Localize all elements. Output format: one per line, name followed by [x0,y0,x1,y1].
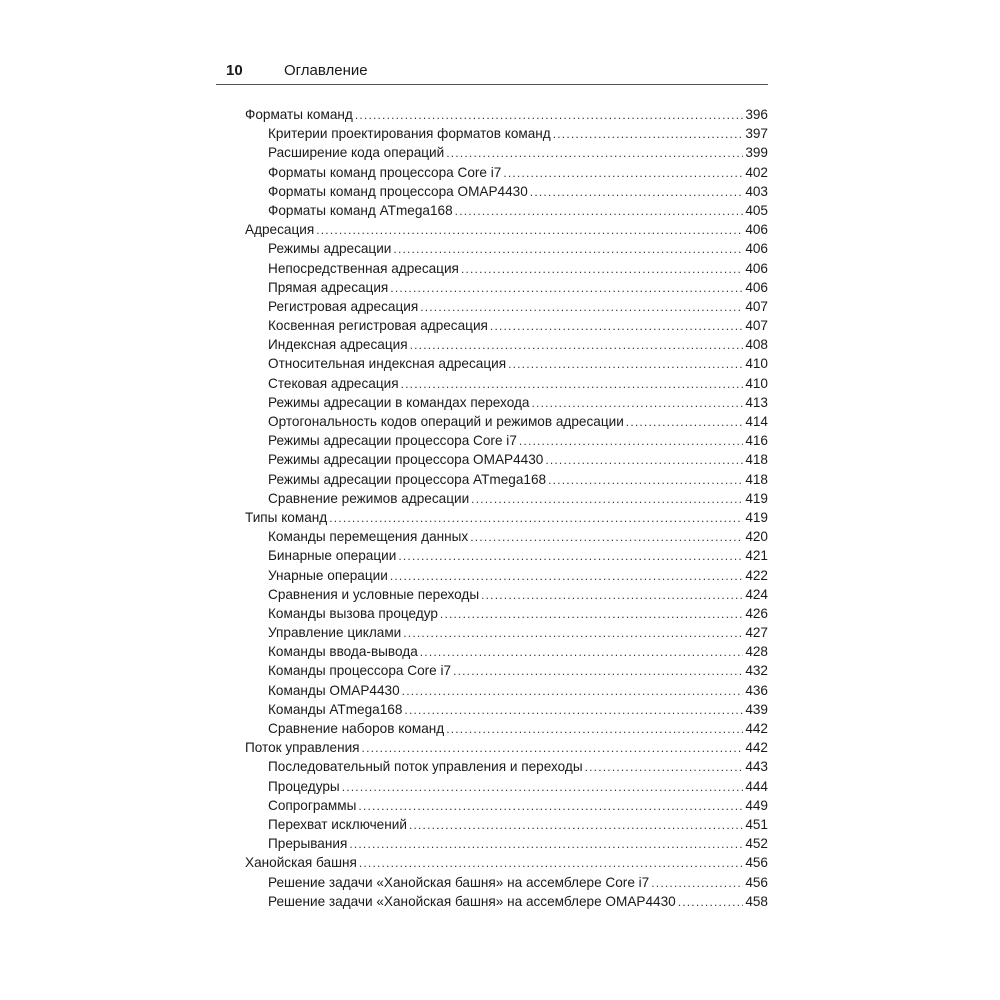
dot-leader [440,605,743,623]
toc-entry-title: Команды перемещения данных [268,529,469,545]
toc-subsection [245,450,768,469]
dot-leader [446,144,743,162]
dot-leader [420,298,743,316]
toc-entry-page: 419 [745,490,768,506]
toc-entry-page: 458 [745,893,768,909]
toc-subsection [245,374,768,393]
toc-subsection [245,642,768,661]
toc-section [245,508,768,527]
table-of-contents [245,105,768,911]
toc-subsection [245,796,768,815]
toc-subsection [245,201,768,220]
toc-entry-page: 408 [745,337,768,353]
toc-entry-page: 418 [745,471,768,487]
toc-entry-page: 427 [745,625,768,641]
dot-leader [461,260,743,278]
dot-leader [553,125,744,143]
toc-entry-title: Сравнения и условные переходы [268,586,480,602]
toc-entry-page: 413 [745,394,768,410]
toc-entry-title: Перехват исключений [268,816,407,832]
dot-leader [316,221,743,239]
toc-entry-title: Критерии проектирования форматов команд [268,126,551,142]
toc-subsection [245,431,768,450]
toc-subsection [245,182,768,201]
toc-entry-page: 399 [745,145,768,161]
dot-leader [390,279,743,297]
toc-entry-title: Адресация [245,222,315,238]
dot-leader [359,854,743,872]
toc-entry-page: 422 [745,567,768,583]
toc-entry-title: Прямая адресация [268,279,389,295]
toc-section [245,853,768,872]
toc-entry-title: Бинарные операции [268,548,397,564]
toc-entry-page: 403 [745,183,768,199]
dot-leader [508,355,743,373]
dot-leader [358,797,743,815]
toc-entry-title: Режимы адресации процессора ATmega168 [268,471,547,487]
dot-leader [626,413,744,431]
toc-entry-title: Ханойская башня [245,855,357,871]
toc-subsection [245,335,768,354]
toc-entry-page: 443 [745,759,768,775]
dot-leader [342,778,744,796]
dot-leader [503,164,743,182]
toc-entry-page: 432 [745,663,768,679]
toc-entry-page: 456 [745,855,768,871]
toc-entry-title: Решение задачи «Ханойская башня» на ассемблере OMAP4430 [268,893,676,909]
toc-entry-page: 414 [745,414,768,429]
toc-subsection [245,124,768,143]
toc-subsection [245,623,768,642]
toc-entry-page: 424 [745,586,768,602]
toc-subsection [245,585,768,604]
toc-subsection [245,393,768,412]
toc-subsection [245,661,768,680]
dot-leader [471,490,743,508]
toc-entry-title: Режимы адресации в командах перехода [268,394,530,410]
toc-entry-title: Непосредственная адресация [268,260,459,276]
toc-entry-title: Прерывания [268,836,348,852]
dot-leader [329,509,743,527]
toc-subsection [245,239,768,258]
dot-leader [519,432,743,450]
toc-entry-title: Команды ввода-вывода [268,644,418,660]
toc-entry-page: 418 [745,452,768,468]
toc-entry-page: 428 [745,644,768,660]
toc-entry-page: 449 [745,797,768,813]
dot-leader [530,183,744,201]
toc-entry-page: 410 [745,356,768,372]
toc-entry-page: 420 [745,529,768,545]
dot-leader [362,739,744,757]
toc-entry-title: Последовательный поток управления и переходы [268,759,583,775]
toc-section [245,105,768,124]
dot-leader [585,758,744,776]
toc-entry-page: 405 [745,202,768,218]
toc-entry-page: 410 [745,375,768,391]
toc-subsection [245,681,768,700]
toc-subsection [245,604,768,623]
toc-entry-title: Управление циклами [268,625,402,641]
toc-section [245,738,768,757]
toc-entry-page: 442 [745,740,768,756]
toc-entry-title: Режимы адресации процессора Core i7 [268,433,517,449]
toc-entry-page: 442 [745,721,768,736]
dot-leader [420,643,744,661]
dot-leader [398,547,743,565]
dot-leader [531,394,743,412]
dot-leader [481,586,743,604]
toc-entry-title: Команды ATmega168 [268,701,403,717]
toc-entry-page: 439 [745,701,768,717]
toc-entry-title: Сравнение режимов адресации [268,490,470,506]
toc-entry-page: 406 [745,260,768,276]
toc-entry-title: Индексная адресация [268,337,408,353]
dot-leader [548,471,743,489]
toc-subsection [245,470,768,489]
toc-entry-page: 452 [745,836,768,852]
toc-subsection [245,489,768,508]
toc-subsection [245,354,768,373]
dot-leader [470,528,743,546]
toc-subsection [245,815,768,834]
dot-leader [651,874,743,892]
toc-entry-title: Команды OMAP4430 [268,682,400,698]
dot-leader [401,375,744,393]
toc-entry-page: 406 [745,279,768,295]
toc-entry-page: 406 [745,241,768,257]
dot-leader [446,720,743,738]
toc-entry-page: 421 [745,548,768,564]
toc-entry-title: Регистровая адресация [268,298,419,314]
toc-subsection [245,873,768,892]
toc-entry-title: Режимы адресации [268,241,392,257]
toc-entry-title: Ортогональность кодов операций и режимов адресации [268,414,624,429]
toc-subsection [245,892,768,911]
toc-subsection [245,143,768,162]
toc-entry-title: Команды процессора Core i7 [268,663,452,679]
toc-subsection [245,278,768,297]
toc-subsection [245,777,768,796]
dot-leader [409,816,743,834]
toc-entry-title: Расширение кода операций [268,145,445,161]
toc-entry-title: Относительная индексная адресация [268,356,507,372]
toc-subsection [245,546,768,565]
toc-entry-title: Унарные операции [268,567,388,583]
dot-leader [678,893,744,911]
toc-entry-title: Режимы адресации процессора OMAP4430 [268,452,544,468]
toc-subsection [245,566,768,585]
toc-entry-page: 419 [745,509,768,525]
toc-entry-title: Сравнение наборов команд [268,721,445,736]
toc-subsection [245,163,768,182]
toc-entry-title: Форматы команд процессора Core i7 [268,164,502,180]
toc-entry-title: Стековая адресация [268,375,399,391]
toc-entry-page: 407 [745,298,768,314]
toc-entry-page: 426 [745,605,768,621]
toc-entry-page: 402 [745,164,768,180]
toc-entry-page: 456 [745,874,768,890]
toc-entry-title: Форматы команд процессора OMAP4430 [268,183,528,199]
dot-leader [393,240,743,258]
dot-leader [349,835,743,853]
toc-entry-page: 451 [745,816,768,832]
dot-leader [404,701,743,719]
toc-entry-page: 396 [745,107,768,122]
toc-entry-page: 397 [745,126,768,142]
dot-leader [545,451,743,469]
toc-entry-page: 407 [745,318,768,334]
toc-subsection [245,527,768,546]
toc-entry-title: Сопрограммы [268,797,357,813]
toc-entry-title: Команды вызова процедур [268,605,438,621]
toc-subsection [245,297,768,316]
toc-subsection [245,757,768,776]
dot-leader [453,662,743,680]
toc-entry-title: Поток управления [245,740,360,756]
toc-entry-page: 416 [745,433,768,449]
toc-section [245,220,768,239]
dot-leader [490,317,743,335]
toc-entry-page: 436 [745,682,768,698]
dot-leader [390,567,743,585]
dot-leader [410,336,744,354]
toc-entry-title: Типы команд [245,509,328,525]
toc-subsection [245,719,768,738]
toc-entry-title: Процедуры [268,778,340,794]
dot-leader [403,624,743,642]
toc-subsection [245,700,768,719]
toc-subsection [245,412,768,431]
toc-subsection [245,259,768,278]
page-number: 10 [226,62,243,79]
toc-entry-title: Косвенная регистровая адресация [268,318,488,334]
dot-leader [455,202,744,220]
dot-leader [355,106,743,124]
running-title: Оглавление [284,62,368,79]
toc-subsection [245,834,768,853]
toc-entry-page: 444 [745,778,768,794]
toc-entry-title: Форматы команд ATmega168 [268,202,453,218]
dot-leader [402,682,744,700]
toc-entry-page: 406 [745,222,768,238]
toc-entry-title: Форматы команд [245,107,353,122]
page-header [216,60,768,85]
toc-entry-title: Решение задачи «Ханойская башня» на ассемблере Core i7 [268,874,650,890]
toc-subsection [245,316,768,335]
